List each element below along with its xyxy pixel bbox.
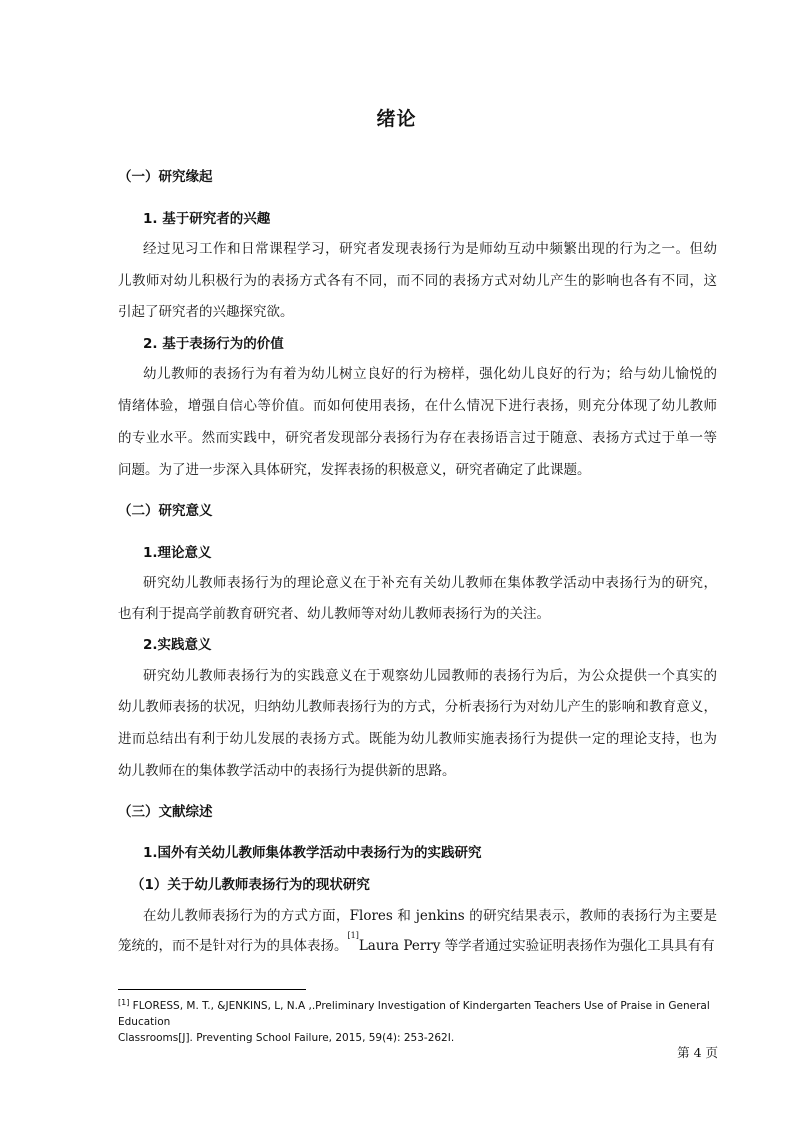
footnote-text: FLORESS, M. T., &JENKINS, L, N.A ,.Preliminary Investigation of Kindergarten Teachers Use of Praise in General Education [118, 1000, 710, 1028]
paragraph-line: 的专业水平。然而实践中，研究者发现部分表扬行为存在表扬语言过于随意、表扬方式过于单一等 [118, 430, 717, 446]
page-title: 绪论 [376, 108, 417, 130]
paragraph-line: 幼儿教师在的集体教学活动中的表扬行为提供新的思路。 [118, 763, 456, 779]
paragraph-line: 儿教师对幼儿积极行为的表扬方式各有不同，而不同的表扬方式对幼儿产生的影响也各有不同，这 [118, 273, 717, 289]
paragraph-line: 进而总结出有利于幼儿发展的表扬方式。既能为幼儿教师实施表扬行为提供一定的理论支持，也为 [118, 731, 717, 747]
footnote [118, 998, 718, 1046]
paragraph-line: 引起了研究者的兴趣探究欲。 [118, 304, 294, 320]
paragraph-line: 也有利于提高学前教育研究者、幼儿教师等对幼儿教师表扬行为的关注。 [118, 606, 550, 622]
subheading-practical-significance: 2.实践意义 [143, 637, 212, 653]
paragraph-line: 情绪体验，增强自信心等价值。而如何使用表扬，在什么情况下进行表扬，则充分体现了幼儿教师 [118, 398, 717, 414]
section-heading-research-origin: （一）研究缘起 [118, 169, 213, 185]
footnote-line: Classrooms[J]. Preventing School Failure, 2015, 59(4): 253-262I. [118, 1032, 455, 1044]
paragraph-line: 研究幼儿教师表扬行为的实践意义在于观察幼儿园教师的表扬行为后，为公众提供一个真实的 [143, 668, 717, 684]
paragraph-line: 研究幼儿教师表扬行为的理论意义在于补充有关幼儿教师在集体教学活动中表扬行为的研究， [143, 575, 717, 591]
subheading-theoretical-significance: 1.理论意义 [143, 545, 212, 561]
subheading-researcher-interest: 1. 基于研究者的兴趣 [143, 211, 271, 227]
paragraph-line: 经过见习工作和日常课程学习，研究者发现表扬行为是师幼互动中频繁出现的行为之一。但幼 [143, 241, 717, 257]
footnote-divider [118, 989, 306, 990]
paragraph-line: 问题。为了进一步深入具体研究，发挥表扬的积极意义，研究者确定了此课题。 [118, 462, 591, 478]
footnote-line [118, 998, 718, 1030]
subheading-foreign-research: 1.国外有关幼儿教师集体教学活动中表扬行为的实践研究 [143, 845, 482, 861]
section-heading-literature-review: （三）文献综述 [118, 804, 213, 820]
paragraph-line: 幼儿教师的表扬行为有着为幼儿树立良好的行为榜样，强化幼儿良好的行为；给与幼儿愉悦的 [143, 366, 717, 382]
paragraph-line: 幼儿教师表扬的状况，归纳幼儿教师表扬行为的方式，分析表扬行为对幼儿产生的影响和教育意义， [118, 699, 717, 715]
footnote-reference[interactable]: [1] [347, 931, 359, 940]
page-number: 第 4 页 [677, 1045, 718, 1060]
section-heading-research-significance: （二）研究意义 [118, 503, 213, 519]
subheading-praise-value: 2. 基于表扬行为的价值 [143, 336, 284, 352]
paragraph-line [118, 931, 717, 954]
footnote-marker: [1] [118, 998, 130, 1007]
paragraph-text: Laura Perry 等学者通过实验证明表扬作为强化工具具有有 [358, 938, 715, 954]
subheading-status-research: （1）关于幼儿教师表扬行为的现状研究 [131, 877, 370, 893]
paragraph-line: 在幼儿教师表扬行为的方式方面，Flores 和 jenkins 的研究结果表示，教师的表扬行为主要是 [143, 908, 717, 924]
paragraph-text: 笼统的，而不是针对行为的具体表扬。 [118, 938, 348, 954]
